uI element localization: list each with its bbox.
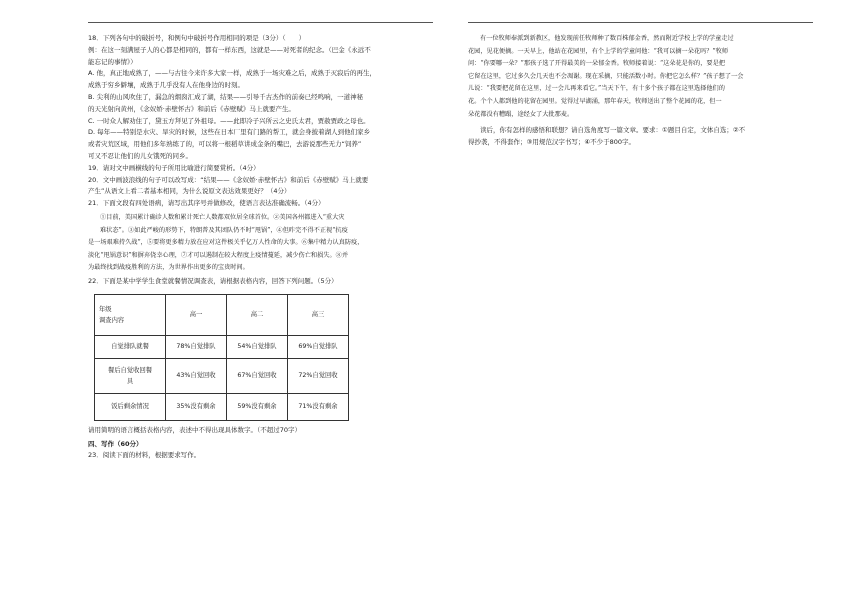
table-cell: 43%自觉回收 — [166, 358, 227, 393]
q21-passage — [88, 212, 433, 275]
column-header: 高三 — [288, 294, 349, 335]
top-rule-left — [88, 22, 433, 23]
q18-option-d-end: 可又不忍让他们的儿女饿死的同乡。 — [88, 151, 192, 160]
table-row — [95, 358, 349, 393]
section-heading: 四、写作（60分） — [88, 439, 143, 448]
q21-passage-line: 淡化“甩锅意识”和摒弃侥幸心理，⑦才可以遏制在较大程度上疫情蔓延，减少伤亡和损失。⑧并 — [88, 251, 349, 259]
table-cell: 35%没有剩余 — [166, 393, 227, 420]
essay-prompt-cont: 得抄袭，不得套作；③用规范汉字书写；④不少于800字。 — [468, 137, 636, 146]
table-cell: 78%自觉排队 — [166, 335, 227, 358]
essay-material — [468, 33, 813, 121]
top-rule-right — [468, 22, 813, 23]
q23: 23．阅读下面的材料，根据要求写作。 — [88, 451, 201, 460]
q18-option-d: D. 每年——特别是水灾、旱灾的时候，这些在日本厂里有门路的帮工，就会身披着湖人到他们家乡 — [88, 128, 371, 137]
material-line: 它留在这里，它过多久会几天也不会凋谢。现在采摘，只能活数小时。你把它怎么样？”孩子想了一会 — [468, 72, 744, 80]
row-header — [95, 358, 166, 393]
q22-instruction: 请用简明的语言概括表格内容，表述中不得出现具体数字。（不超过70字） — [88, 425, 302, 434]
table-cell: 59%没有剩余 — [227, 393, 288, 420]
q18-option-a: A. 他，真正地成熟了，——与古往今来许多大家一样，成熟于一场灾难之后，成熟于灭寂后的再生， — [88, 69, 376, 78]
q18-example-cont: 能忘记的事情》） — [88, 57, 137, 66]
row-header: 自觉排队就餐 — [95, 335, 166, 358]
essay-prompt: 读后，你有怎样的感悟和联想？请自选角度写一篇文章。要求：①题目自定，文体自选；②不 — [480, 126, 746, 135]
q21: 21．下面文段有四处语病，请写出其序号并做修改，使语言表达准确流畅。（4分） — [88, 199, 325, 208]
table-cell: 69%自觉排队 — [288, 335, 349, 358]
q18-option-d-cont: 或者灾荒区域，用他们多年熟练了的，可以将一根稻草讲成金条的嘴巴，去游说那些无力“饲养” — [88, 140, 362, 149]
q18-option-a-cont: 成熟于穷乡僻壤，成熟于几乎没有人在他身边的时刻。 — [88, 81, 244, 90]
left-column — [88, 33, 433, 462]
table-cell: 54%自觉排队 — [227, 335, 288, 358]
column-header: 高一 — [166, 294, 227, 335]
material-line: 问：“你要哪一朵？”那孩子选了开得最美的一朵郁金香。牧师接着说：“这朵花是你的，要是把 — [468, 60, 725, 68]
table-cell: 72%自觉回收 — [288, 358, 349, 393]
q18-option-b: B. 尖利的山风吹住了，漏急的烟囱汇成了湖，结果——引导千古杰作的前奏已经鸣响，一道神秘 — [88, 92, 364, 101]
q21-passage-line: ①目前，美国累计确诊人数和累计死亡人数都双位居全球首位。②美国各州都进入“重大灾 — [100, 213, 345, 221]
table-corner-cell — [95, 294, 166, 335]
row-header-line: 餐后自觉收回餐 — [107, 366, 153, 374]
q21-passage-line: 难状态”。③如此严峻的形势下，特朗普及其团队仍不时“甩锅”，④但昨完不得不正视“抗疫 — [100, 226, 348, 234]
q21-passage-line: 为最终找到战疫胜利的方法，为世界作出更多的宝贵时间。 — [88, 264, 249, 272]
table-cell: 71%没有剩余 — [288, 393, 349, 420]
right-column — [468, 33, 813, 149]
q20-cont: 产生”从语文上看二者基本相同，为什么说原文表达效果更好？（4分） — [88, 187, 291, 196]
q18-option-c: C. 一时众人解劝住了，黛玉方拜见了外祖母。——此即冷子兴所云之史氏太君，贾赦贾政之母也。 — [88, 116, 370, 125]
row-header-line: 具 — [126, 377, 134, 385]
q20: 20．文中画波浪线的句子可以改写成：“结果——《念奴娇·赤壁怀古》和前后《赤壁赋》马上就要 — [88, 175, 369, 184]
material-line: 有一位牧师奉派到新教区，他发现前任牧师种了数百株郁金香，然而附近学校上学的学童走过 — [480, 35, 734, 42]
q21-passage-line: 是一场艰难持久战”，⑤要将更多精力放在应对这件极关乎亿万人性命的大事。⑥集中精力认真防疫， — [88, 239, 364, 247]
material-line: 朵花都没有糟蹋，途经女了大批那麦。 — [468, 110, 574, 118]
material-line: 儿说：“我要把花留在这里，过一会儿再来看它。”当天下午，有十多个孩子都在这里选择他们的 — [468, 85, 725, 93]
q18-option-b-cont: 的天光射向黄州，《念奴娇·赤壁怀古》和前后《赤壁赋》马上就要产生。 — [88, 104, 295, 113]
corner-bottom-label: 调查内容 — [99, 316, 125, 324]
column-header: 高二 — [227, 294, 288, 335]
table-header-row — [95, 294, 349, 335]
q18-example: 例：在这一刻满屋子人的心都是相同的，都有一样东西，这就是——对死者的纪念。（巴金《永远不 — [88, 45, 371, 54]
q19: 19．请对文中画横线的句子所用比喻进行简要赏析。（4分） — [88, 163, 260, 172]
table-row — [95, 393, 349, 420]
material-line: 花园，见花便摘。一天早上，他站在花园里，有个上学的学童问他：“我可以摘一朵花吗？”牧师 — [468, 47, 729, 55]
material-line: 花。个个人都到他的花留在园里。觉得过早湖涌，那年春天，牧师送出了整个花园的花，但一 — [468, 97, 722, 105]
q22: 22．下面是某中学学生食堂就餐情况调查表，请根据表格内容，回答下列问题。（5分） — [88, 276, 338, 285]
corner-top-label: 年级 — [99, 305, 112, 313]
survey-table — [94, 294, 349, 421]
table-row — [95, 335, 349, 358]
row-header: 饭后剩余情况 — [95, 393, 166, 420]
q18-stem: 18．下列各句中的破折号，和例句中破折号作用相同的项是（3分）（ ） — [88, 34, 306, 42]
table-cell: 67%自觉回收 — [227, 358, 288, 393]
